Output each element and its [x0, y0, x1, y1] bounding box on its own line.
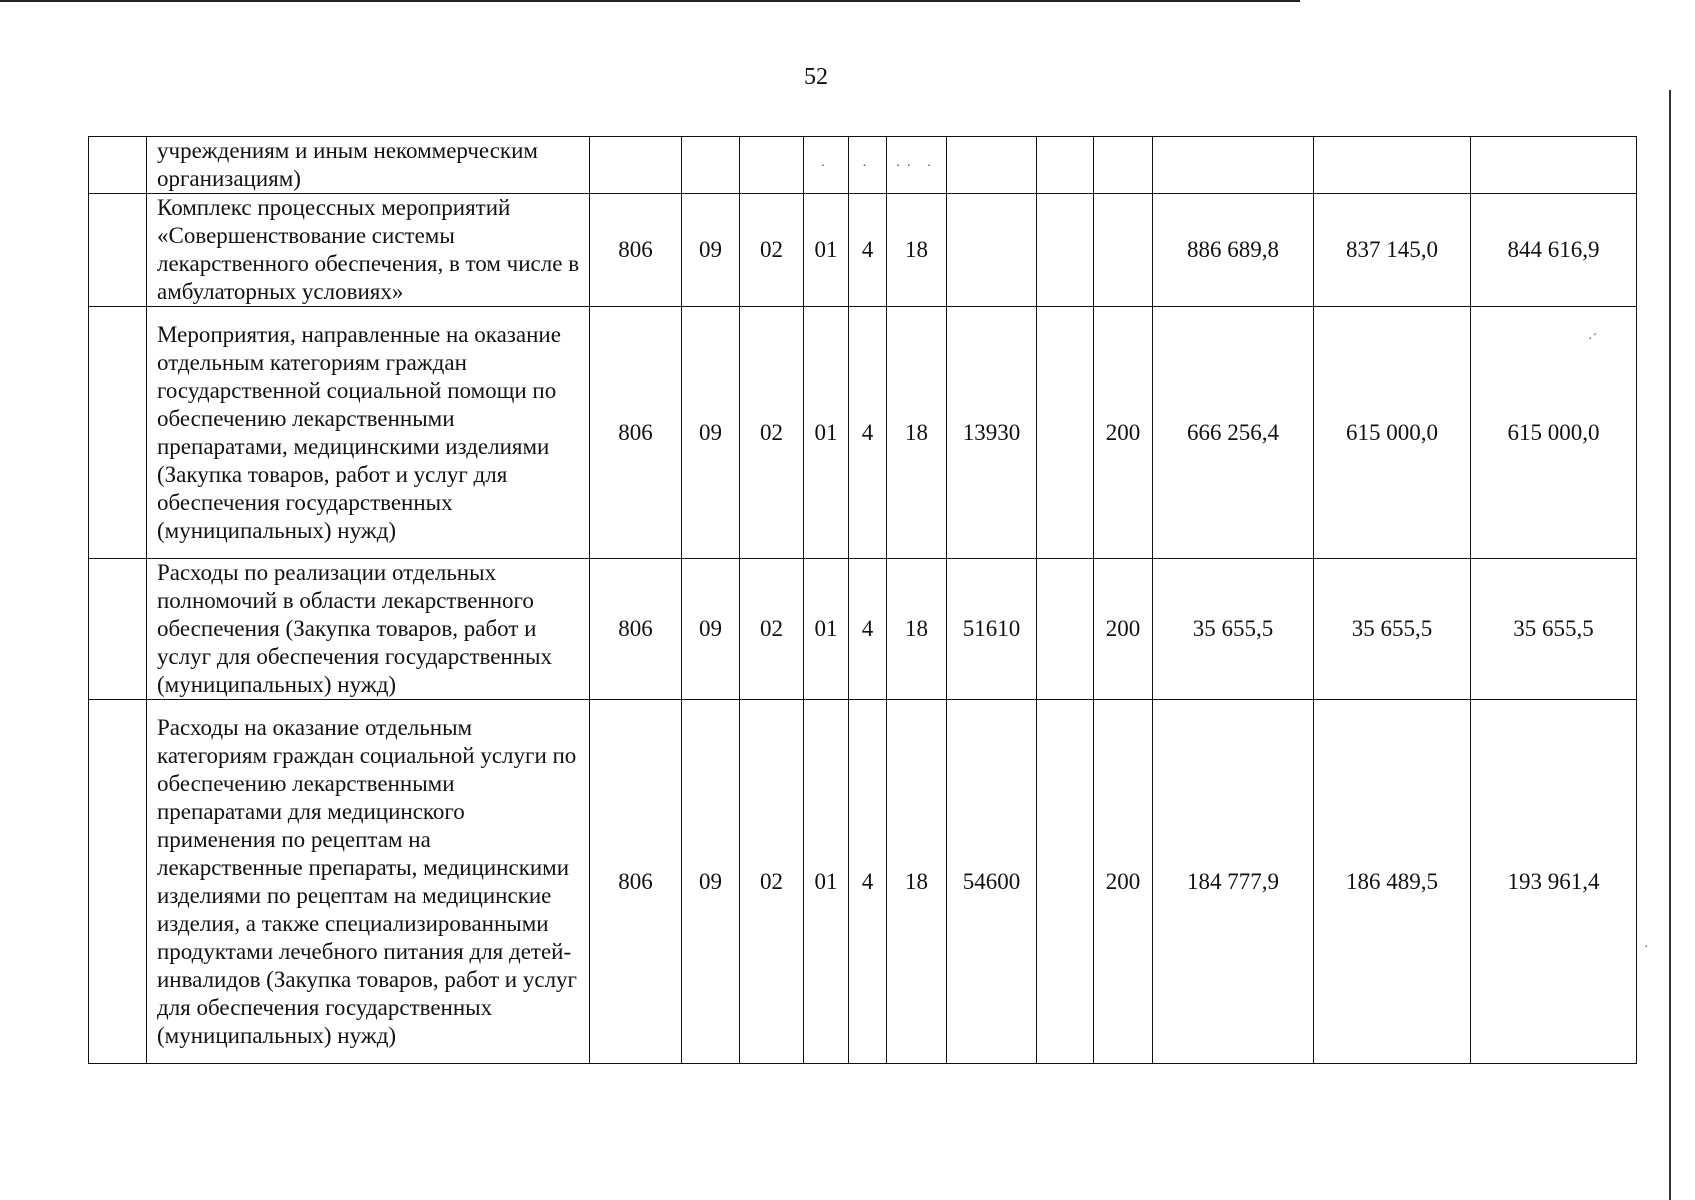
scan-top-edge: [0, 0, 1300, 2]
blank-code-cell: [1037, 700, 1094, 1064]
scan-speck: ·´: [1588, 332, 1598, 347]
direction-code-cell: 4: [849, 307, 887, 559]
measure-code-cell: 18: [887, 194, 947, 307]
row-number-cell: [89, 700, 147, 1064]
table-row: [89, 559, 1637, 700]
row-number-cell: [89, 137, 147, 194]
direction-code-cell: 4: [849, 559, 887, 700]
direction-code-cell: 4: [849, 700, 887, 1064]
blank-code-cell: [1037, 194, 1094, 307]
budget-table: [88, 136, 1637, 1064]
measure-code-cell: [887, 137, 947, 194]
section-code-cell: 09: [682, 700, 740, 1064]
description-cell: Комплекс процессных мероприятий «Совершенствование системы лекарственного обеспечения, в том числе в амбулаторных условиях»: [147, 194, 590, 307]
admin-code-cell: 806: [590, 700, 682, 1064]
scan-speck: ·· ·: [895, 159, 938, 174]
amount-2-cell: 186 489,5: [1314, 700, 1471, 1064]
table-row: [89, 307, 1637, 559]
blank-code-cell: [1037, 559, 1094, 700]
target-code-cell: 51610: [947, 559, 1037, 700]
description-cell: Расходы на оказание отдельным категориям граждан социальной услуги по обеспечению лекарственными препаратами для медицинского применения по рецептам на лекарственные препараты, медицинскими изделиями по рецептам на медицинские изделия, а также специализированными продуктами лечебного питания для детей-инвалидов (Закупка товаров, работ и услуг для обеспечения государственных (муниципальных) нужд): [147, 700, 590, 1064]
table-row: [89, 194, 1637, 307]
admin-code-cell: 806: [590, 307, 682, 559]
table-row: [89, 137, 1637, 194]
admin-code-cell: 806: [590, 559, 682, 700]
scan-speck: ·: [1644, 940, 1649, 955]
subsection-code-cell: [740, 137, 804, 194]
amount-2-cell: 35 655,5: [1314, 559, 1471, 700]
row-number-cell: [89, 559, 147, 700]
scan-speck: ·: [862, 159, 873, 174]
amount-1-cell: [1153, 137, 1314, 194]
amount-2-cell: 837 145,0: [1314, 194, 1471, 307]
expense-type-cell: 200: [1094, 307, 1153, 559]
admin-code-cell: 806: [590, 194, 682, 307]
amount-3-cell: [1471, 137, 1637, 194]
target-code-cell: 54600: [947, 700, 1037, 1064]
subsection-code-cell: 02: [740, 307, 804, 559]
target-code-cell: [947, 137, 1037, 194]
section-code-cell: [682, 137, 740, 194]
expense-type-cell: 200: [1094, 559, 1153, 700]
subsection-code-cell: 02: [740, 194, 804, 307]
description-cell: Расходы по реализации отдельных полномочий в области лекарственного обеспечения (Закупка товаров, работ и услуг для обеспечения государственных (муниципальных) нужд): [147, 559, 590, 700]
amount-1-cell: 184 777,9: [1153, 700, 1314, 1064]
measure-code-cell: 18: [887, 700, 947, 1064]
subsection-code-cell: 02: [740, 559, 804, 700]
section-code-cell: 09: [682, 307, 740, 559]
admin-code-cell: [590, 137, 682, 194]
description-cell: учреждениям и иным некоммерческим организациям): [147, 137, 590, 194]
blank-code-cell: [1037, 137, 1094, 194]
amount-2-cell: [1314, 137, 1471, 194]
page-number: 52: [804, 64, 828, 90]
amount-3-cell: 193 961,4: [1471, 700, 1637, 1064]
direction-code-cell: 4: [849, 194, 887, 307]
measure-code-cell: 18: [887, 307, 947, 559]
program-code-cell: [804, 137, 849, 194]
row-number-cell: [89, 194, 147, 307]
expense-type-cell: 200: [1094, 700, 1153, 1064]
scan-right-edge: [1669, 90, 1671, 1200]
amount-3-cell: 615 000,0: [1471, 307, 1637, 559]
target-code-cell: [947, 194, 1037, 307]
program-code-cell: 01: [804, 307, 849, 559]
target-code-cell: 13930: [947, 307, 1037, 559]
blank-code-cell: [1037, 307, 1094, 559]
amount-1-cell: 35 655,5: [1153, 559, 1314, 700]
program-code-cell: 01: [804, 700, 849, 1064]
row-number-cell: [89, 307, 147, 559]
amount-1-cell: 666 256,4: [1153, 307, 1314, 559]
amount-3-cell: 35 655,5: [1471, 559, 1637, 700]
amount-2-cell: 615 000,0: [1314, 307, 1471, 559]
section-code-cell: 09: [682, 194, 740, 307]
amount-1-cell: 886 689,8: [1153, 194, 1314, 307]
program-code-cell: 01: [804, 559, 849, 700]
description-cell: Мероприятия, направленные на оказание отдельным категориям граждан государственной социальной помощи по обеспечению лекарственными препаратами, медицинскими изделиями (Закупка товаров, работ и услуг для обеспечения государственных (муниципальных) нужд): [147, 307, 590, 559]
expense-type-cell: [1094, 194, 1153, 307]
subsection-code-cell: 02: [740, 700, 804, 1064]
program-code-cell: 01: [804, 194, 849, 307]
section-code-cell: 09: [682, 559, 740, 700]
scan-speck: ·: [820, 159, 832, 174]
direction-code-cell: [849, 137, 887, 194]
expense-type-cell: [1094, 137, 1153, 194]
amount-3-cell: 844 616,9: [1471, 194, 1637, 307]
measure-code-cell: 18: [887, 559, 947, 700]
table-row: [89, 700, 1637, 1064]
